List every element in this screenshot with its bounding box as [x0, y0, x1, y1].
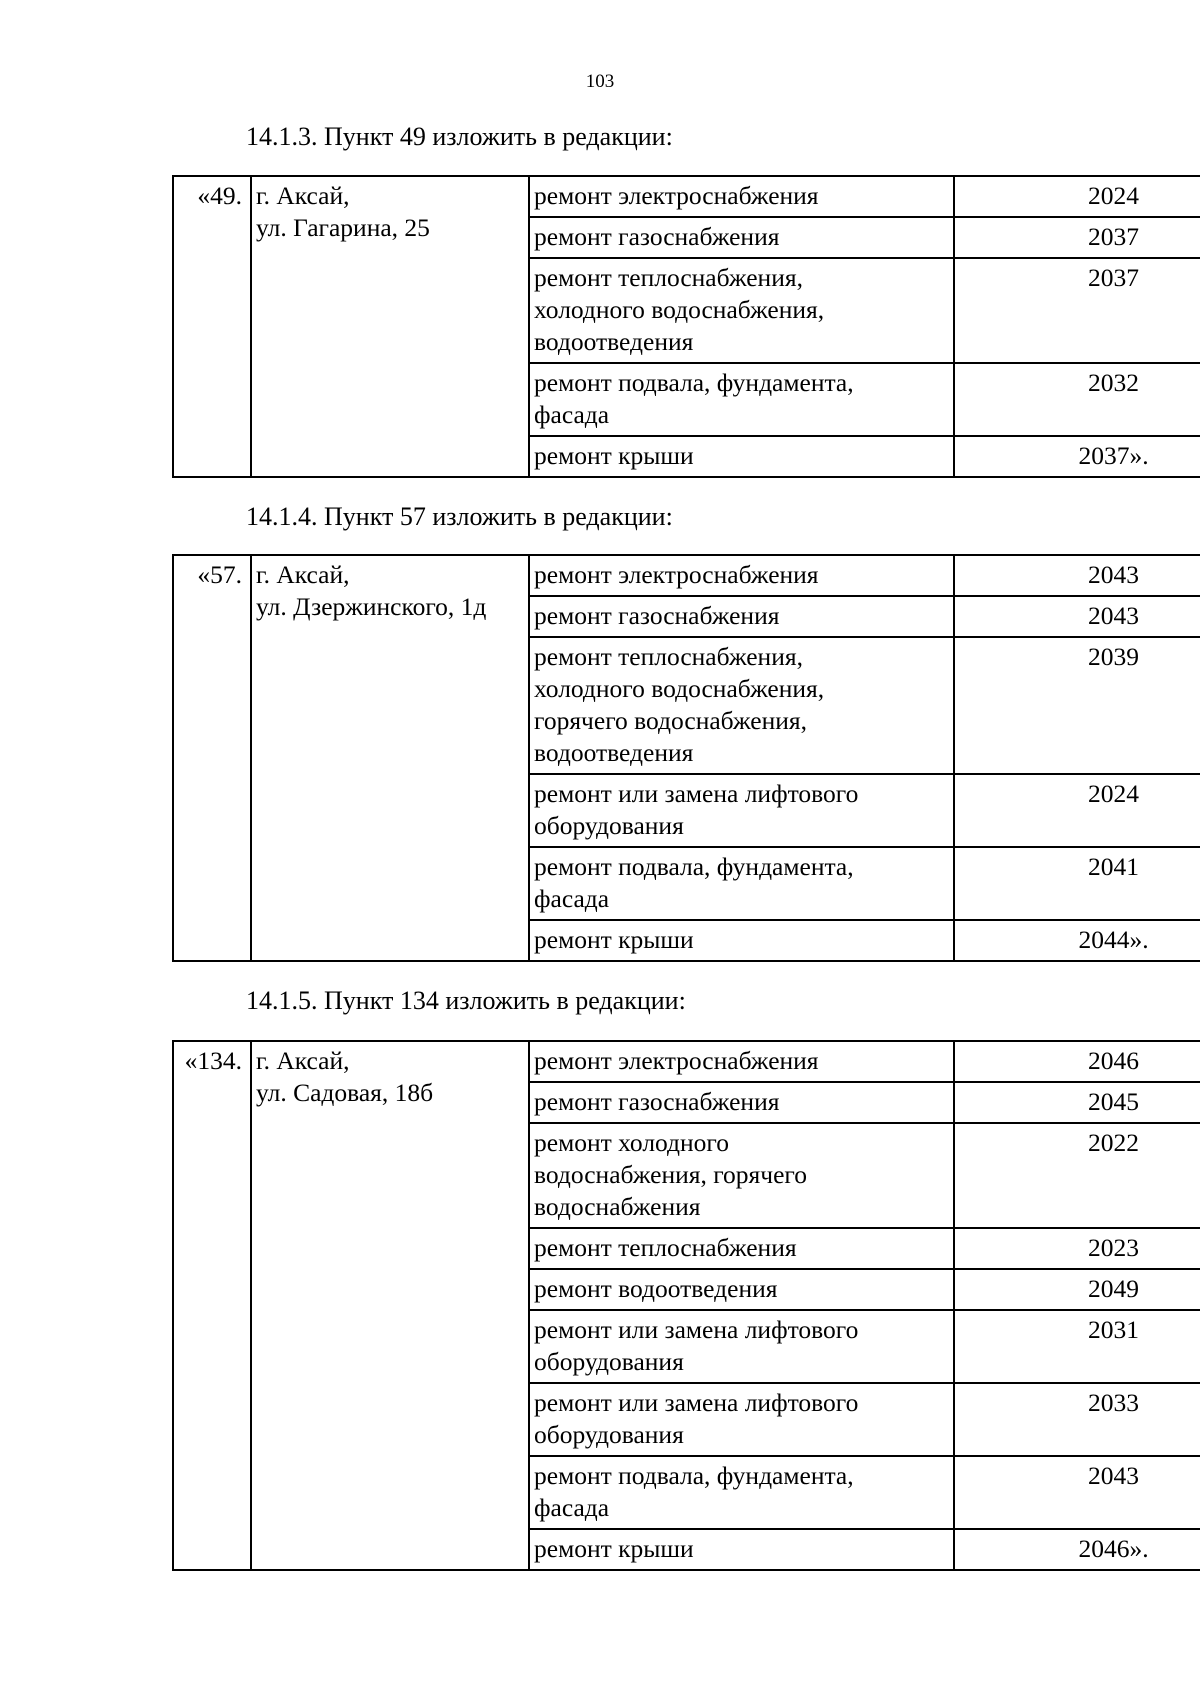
work-type-line: ремонт электроснабжения: [534, 181, 819, 210]
work-type-cell: [529, 847, 954, 920]
work-type-line: ремонт или замена лифтового: [534, 779, 859, 808]
work-type-line: оборудования: [534, 1420, 684, 1449]
work-type-line: ремонт электроснабжения: [534, 1046, 819, 1075]
year-cell: 2046».: [954, 1529, 1200, 1570]
year-cell: 2041: [954, 847, 1200, 920]
works-table: [172, 1040, 1200, 1571]
work-type-cell: [529, 920, 954, 961]
year-cell: 2037».: [954, 436, 1200, 477]
work-type-line: ремонт крыши: [534, 1534, 694, 1563]
year-cell: 2043: [954, 555, 1200, 596]
work-type-cell: [529, 555, 954, 596]
work-type-cell: [529, 1269, 954, 1310]
work-type-line: оборудования: [534, 1347, 684, 1376]
work-type-line: оборудования: [534, 811, 684, 840]
work-type-line: ремонт подвала, фундамента,: [534, 1461, 854, 1490]
address-line: г. Аксай,: [256, 560, 350, 589]
work-type-cell: [529, 637, 954, 774]
address-line: г. Аксай,: [256, 1046, 350, 1075]
year-cell: 2032: [954, 363, 1200, 436]
work-type-cell: [529, 436, 954, 477]
work-type-cell: [529, 1529, 954, 1570]
work-type-line: ремонт электроснабжения: [534, 560, 819, 589]
year-cell: 2031: [954, 1310, 1200, 1383]
item-number: «49.: [173, 176, 251, 477]
work-type-cell: [529, 1082, 954, 1123]
year-cell: 2023: [954, 1228, 1200, 1269]
page-number: 103: [585, 71, 615, 92]
work-type-cell: [529, 217, 954, 258]
section-heading: 14.1.5. Пункт 134 изложить в редакции:: [246, 986, 686, 1015]
year-cell: 2043: [954, 1456, 1200, 1529]
work-type-cell: [529, 1123, 954, 1228]
work-type-cell: [529, 176, 954, 217]
work-type-cell: [529, 363, 954, 436]
address-cell: [251, 1041, 529, 1570]
works-table: [172, 175, 1200, 478]
work-type-line: ремонт холодного: [534, 1128, 729, 1157]
work-type-line: ремонт водоотведения: [534, 1274, 778, 1303]
work-type-line: ремонт газоснабжения: [534, 1087, 780, 1116]
work-type-line: ремонт теплоснабжения,: [534, 263, 803, 292]
works-table: [172, 554, 1200, 962]
address-cell: [251, 555, 529, 961]
year-cell: 2049: [954, 1269, 1200, 1310]
year-cell: 2022: [954, 1123, 1200, 1228]
year-cell: 2033: [954, 1383, 1200, 1456]
work-type-line: фасада: [534, 1493, 610, 1522]
table-row: [173, 555, 1200, 596]
work-type-cell: [529, 1456, 954, 1529]
work-type-line: водоснабжения: [534, 1192, 701, 1221]
work-type-line: водоснабжения, горячего: [534, 1160, 808, 1189]
section-heading: 14.1.4. Пункт 57 изложить в редакции:: [246, 502, 673, 531]
year-cell: 2024: [954, 176, 1200, 217]
work-type-line: фасада: [534, 884, 610, 913]
address-line: ул. Дзержинского, 1д: [256, 592, 487, 621]
item-number: «57.: [173, 555, 251, 961]
work-type-line: ремонт газоснабжения: [534, 222, 780, 251]
work-type-line: фасада: [534, 400, 610, 429]
work-type-line: холодного водоснабжения,: [534, 295, 825, 324]
year-cell: 2037: [954, 258, 1200, 363]
work-type-cell: [529, 1383, 954, 1456]
work-type-cell: [529, 596, 954, 637]
year-cell: 2045: [954, 1082, 1200, 1123]
table-row: [173, 176, 1200, 217]
work-type-line: ремонт подвала, фундамента,: [534, 368, 854, 397]
section-heading: 14.1.3. Пункт 49 изложить в редакции:: [246, 122, 673, 151]
year-cell: 2037: [954, 217, 1200, 258]
work-type-line: ремонт крыши: [534, 925, 694, 954]
year-cell: 2024: [954, 774, 1200, 847]
work-type-cell: [529, 774, 954, 847]
year-cell: 2043: [954, 596, 1200, 637]
work-type-line: ремонт или замена лифтового: [534, 1388, 859, 1417]
work-type-line: ремонт газоснабжения: [534, 601, 780, 630]
work-type-cell: [529, 1041, 954, 1082]
work-type-line: водоотведения: [534, 327, 694, 356]
year-cell: 2044».: [954, 920, 1200, 961]
work-type-line: ремонт крыши: [534, 441, 694, 470]
work-type-line: горячего водоснабжения,: [534, 706, 808, 735]
work-type-cell: [529, 1310, 954, 1383]
work-type-cell: [529, 1228, 954, 1269]
address-cell: [251, 176, 529, 477]
address-line: ул. Гагарина, 25: [256, 213, 430, 242]
work-type-line: ремонт или замена лифтового: [534, 1315, 859, 1344]
address-line: ул. Садовая, 18б: [256, 1078, 434, 1107]
year-cell: 2046: [954, 1041, 1200, 1082]
year-cell: 2039: [954, 637, 1200, 774]
item-number: «134.: [173, 1041, 251, 1570]
address-line: г. Аксай,: [256, 181, 350, 210]
table-row: [173, 1041, 1200, 1082]
work-type-cell: [529, 258, 954, 363]
work-type-line: холодного водоснабжения,: [534, 674, 825, 703]
work-type-line: ремонт теплоснабжения: [534, 1233, 797, 1262]
work-type-line: ремонт подвала, фундамента,: [534, 852, 854, 881]
work-type-line: водоотведения: [534, 738, 694, 767]
work-type-line: ремонт теплоснабжения,: [534, 642, 803, 671]
